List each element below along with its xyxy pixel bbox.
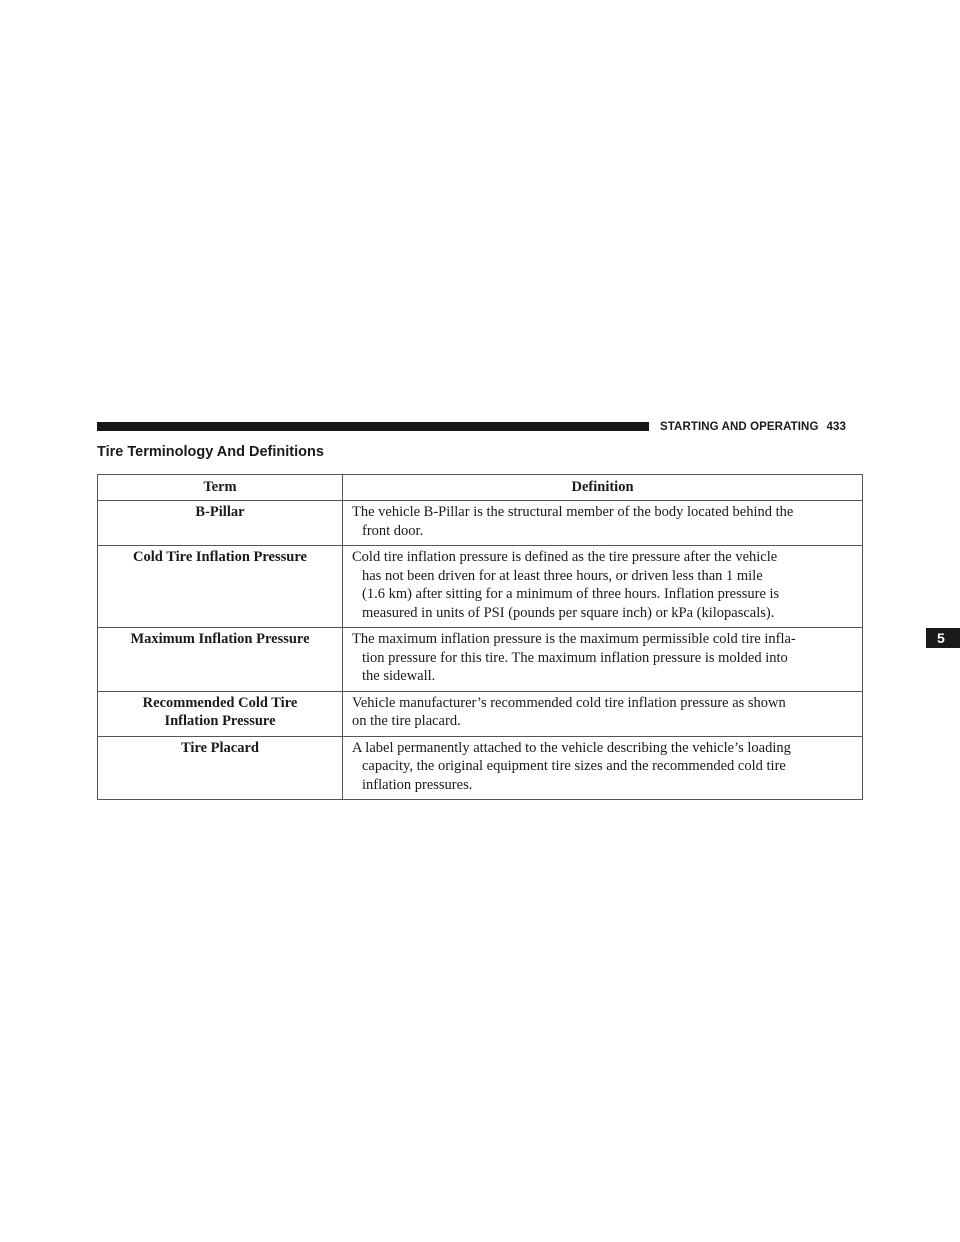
chapter-tab: 5 <box>926 628 960 648</box>
term-cell <box>98 546 343 628</box>
table-row <box>98 501 863 546</box>
section-title: Tire Terminology And Definitions <box>97 444 324 460</box>
definition-text: The maximum inflation pressure is the maximum permissible cold tire infla- <box>352 631 796 647</box>
definition-text: tion pressure for this tire. The maximum inflation pressure is molded into <box>362 649 788 666</box>
header-section-title: STARTING AND OPERATING <box>660 421 819 433</box>
definition-text: The vehicle B-Pillar is the structural member of the body located behind the <box>352 504 794 520</box>
term-cell <box>98 501 343 546</box>
term-cell <box>98 628 343 692</box>
table-row <box>98 628 863 692</box>
definition-text: A label permanently attached to the vehicle describing the vehicle’s loading <box>352 739 791 756</box>
term-text: Cold Tire Inflation Pressure <box>133 549 307 565</box>
definition-cell <box>343 628 863 692</box>
definition-text: the sidewall. <box>362 668 436 684</box>
definition-text: Cold tire inflation pressure is defined as the tire pressure after the vehicle <box>352 549 778 565</box>
column-header-definition: Definition <box>343 475 863 501</box>
definition-text: measured in units of PSI (pounds per square inch) or kPa (kilopascals). <box>362 604 775 621</box>
header-rule <box>97 422 649 431</box>
definition-text: Vehicle manufacturer’s recommended cold tire inflation pressure as shown <box>352 694 786 711</box>
definition-text: front door. <box>362 522 424 539</box>
column-header-term: Term <box>98 475 343 501</box>
definition-text: has not been driven for at least three hours, or driven less than 1 mile <box>362 567 763 584</box>
definition-cell <box>343 691 863 736</box>
table-row <box>98 691 863 736</box>
definition-cell <box>343 736 863 800</box>
term-cell <box>98 736 343 800</box>
definition-text: capacity, the original equipment tire sizes and the recommended cold tire <box>362 758 786 774</box>
term-text: Inflation Pressure <box>164 713 276 729</box>
table-row <box>98 546 863 628</box>
term-text: Maximum Inflation Pressure <box>130 631 310 647</box>
term-cell <box>98 691 343 736</box>
definition-text: inflation pressures. <box>362 776 473 793</box>
table-row <box>98 736 863 800</box>
table-header-row <box>98 475 863 501</box>
definition-cell <box>343 546 863 628</box>
term-text: Tire Placard <box>181 739 259 756</box>
term-text: B-Pillar <box>195 504 245 520</box>
running-header <box>660 419 846 435</box>
definition-text: (1.6 km) after sitting for a minimum of three hours. Inflation pressure is <box>362 586 780 602</box>
term-text: Recommended Cold Tire <box>142 694 298 711</box>
terminology-table <box>97 474 863 800</box>
definition-text: on the tire placard. <box>352 713 461 729</box>
page-number: 433 <box>826 421 847 433</box>
definition-cell <box>343 501 863 546</box>
